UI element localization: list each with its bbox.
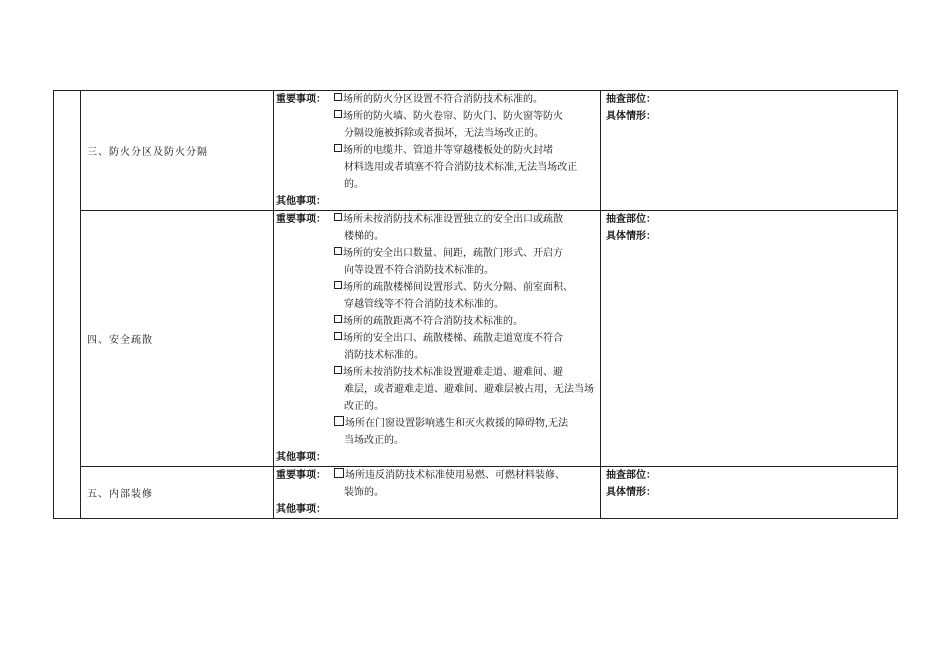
- checklist-entry: [334, 313, 596, 330]
- situation-label: 具体情形：: [606, 487, 656, 498]
- checklist-entry: [334, 211, 596, 245]
- entry-text-cont: 消防技术标准的。: [344, 350, 424, 361]
- entry-text: 场所在门窗设置影响逃生和灭火救援的障碍物,无法: [345, 418, 569, 429]
- location-label: 抽查部位：: [606, 470, 656, 481]
- item-name: 三、防火分区及防火分隔: [81, 91, 274, 211]
- important-label: 重要事项：: [276, 94, 326, 105]
- other-label: 其他事项：: [276, 504, 326, 515]
- entry-text-cont: 楼梯的。: [344, 231, 384, 242]
- matters-cell: [274, 211, 601, 467]
- spot-check-cell: [601, 211, 898, 467]
- entry-text: 场所的防火墙、防火卷帘、防火门、防火窗等防火: [343, 111, 563, 122]
- entry-text-cont: 穿越管线等不符合消防技术标准的。: [344, 299, 504, 310]
- item-name: 四、安全疏散: [81, 211, 274, 467]
- checkbox[interactable]: [334, 468, 344, 478]
- entry-text: 场所违反消防技术标准使用易燃、可燃材料装修、: [345, 470, 565, 481]
- checklist-entry: [334, 330, 596, 364]
- checkbox[interactable]: [334, 315, 342, 323]
- checklist-entry: [334, 108, 596, 142]
- checklist-entry: [334, 91, 596, 108]
- matters-cell: [274, 467, 601, 519]
- left-blank-column: [54, 91, 81, 519]
- table-row: [54, 467, 898, 519]
- location-label: 抽查部位：: [606, 214, 656, 225]
- checklist-entry: [334, 245, 596, 279]
- checklist-entry: [334, 415, 596, 449]
- matters-cell: [274, 91, 601, 211]
- other-label: 其他事项：: [276, 452, 326, 463]
- checkbox[interactable]: [334, 366, 342, 374]
- important-label: 重要事项：: [276, 470, 326, 481]
- checkbox[interactable]: [334, 93, 342, 101]
- checklist-entry: [334, 364, 596, 415]
- entry-text-cont: 装饰的。: [344, 487, 384, 498]
- entry-text: 场所的电缆井、管道井等穿越楼板处的防火封堵: [343, 145, 553, 156]
- table-row: [54, 211, 898, 467]
- entry-text-cont: 分隔设施被拆除或者损坏，无法当场改正的。: [344, 128, 544, 139]
- entry-text: 场所的防火分区设置不符合消防技术标准的。: [343, 94, 543, 105]
- other-label: 其他事项：: [276, 196, 326, 207]
- item-name: 五、内部装修: [81, 467, 274, 519]
- situation-label: 具体情形：: [606, 231, 656, 242]
- checklist-entry: [334, 142, 596, 193]
- entry-text-cont: 当场改正的。: [344, 435, 404, 446]
- spot-check-cell: [601, 467, 898, 519]
- inspection-table: [53, 90, 898, 519]
- checklist-entry: [334, 279, 596, 313]
- entry-text: 场所的安全出口、疏散楼梯、疏散走道宽度不符合: [343, 333, 563, 344]
- checkbox[interactable]: [334, 332, 342, 340]
- checkbox[interactable]: [334, 281, 342, 289]
- entry-text-cont: 向等设置不符合消防技术标准的。: [344, 265, 494, 276]
- checklist-entry: [334, 467, 596, 501]
- entry-text: 场所的疏散楼梯间设置形式、防火分隔、前室面积、: [343, 282, 573, 293]
- entry-text-cont: 难层，或者避难走道、避难间、避难层被占用，无法当场改正的。: [344, 384, 594, 412]
- entry-text: 场所未按消防技术标准设置独立的安全出口或疏散: [343, 214, 563, 225]
- checkbox[interactable]: [334, 247, 342, 255]
- entry-text-cont: 材料选用或者填塞不符合消防技术标准,无法当场改正的。: [344, 162, 578, 190]
- situation-label: 具体情形：: [606, 111, 656, 122]
- important-label: 重要事项：: [276, 214, 326, 225]
- spot-check-cell: [601, 91, 898, 211]
- checkbox[interactable]: [334, 110, 342, 118]
- checkbox[interactable]: [334, 144, 342, 152]
- entry-text: 场所未按消防技术标准设置避难走道、避难间、避: [343, 367, 563, 378]
- entry-text: 场所的安全出口数量、间距，疏散门形式、开启方: [343, 248, 563, 259]
- location-label: 抽查部位：: [606, 94, 656, 105]
- checkbox[interactable]: [334, 213, 342, 221]
- entry-text: 场所的疏散距离不符合消防技术标准的。: [343, 316, 523, 327]
- table-row: [54, 91, 898, 211]
- checkbox[interactable]: [334, 416, 344, 426]
